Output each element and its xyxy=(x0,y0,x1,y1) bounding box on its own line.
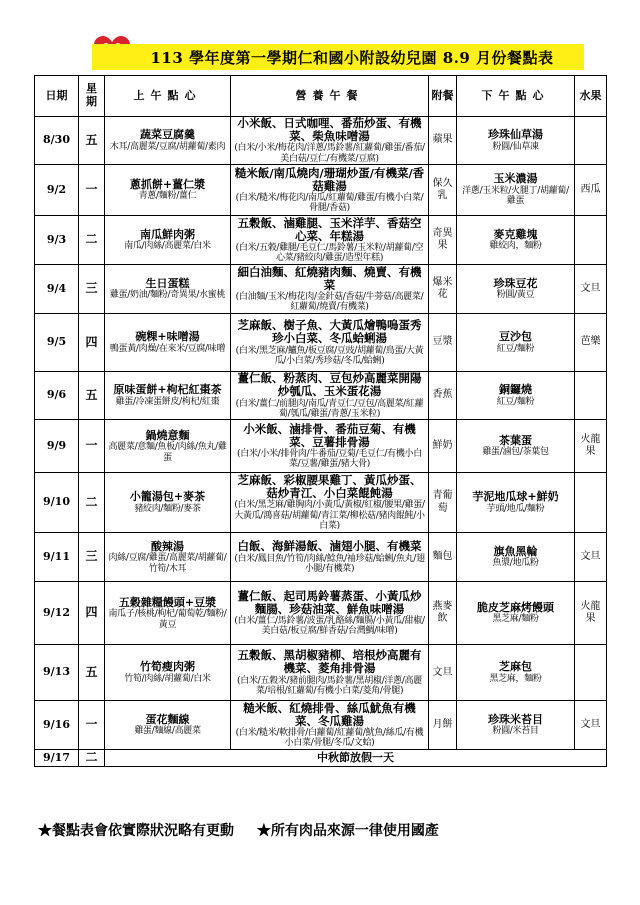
morning-ingredients: 南瓜/肉絲/高麗菜/白米 xyxy=(124,241,211,252)
morning-dish: 五穀雜糧饅頭+豆漿 xyxy=(118,595,217,609)
date-text: 9/6 xyxy=(46,388,67,402)
menu-row xyxy=(35,372,607,420)
date-cell xyxy=(35,216,79,265)
weekday-text: 三 xyxy=(85,281,98,296)
afternoon-ingredients: 洋蔥/玉米粒/火腿丁/胡蘿蔔/雞蛋 xyxy=(462,186,569,207)
fruit-cell xyxy=(575,372,607,420)
afternoon-snack-cell xyxy=(457,533,575,582)
holiday-weekday-cell xyxy=(79,750,105,767)
menu-title-text: 113 學年度第一學期仁和國小附設幼兒園 8.9 月份餐點表 xyxy=(150,48,554,67)
afternoon-snack-cell xyxy=(457,645,575,701)
morning-dish: 蔥抓餅+薑仁漿 xyxy=(129,177,206,191)
side-cell xyxy=(429,372,457,420)
morning-snack-cell xyxy=(105,645,231,701)
weekday-cell xyxy=(79,265,105,314)
side-text: 保久乳 xyxy=(432,177,453,202)
lunch-cell xyxy=(231,582,429,645)
date-cell xyxy=(35,165,79,216)
afternoon-ingredients: 魚漿/地瓜粉 xyxy=(492,558,539,569)
lunch-cell xyxy=(231,117,429,165)
weekday-cell xyxy=(79,473,105,533)
lunch-ingredients: (白米/薑仁/前腿肉/南瓜/青豆仁/豆包/高麗菜/紅蘿蔔/瓠瓜/雞蛋/青蔥/玉米粒) xyxy=(235,398,424,419)
side-text: 青葡萄 xyxy=(432,490,453,514)
afternoon-ingredients: 紅豆/麵粉 xyxy=(496,343,535,354)
header-row xyxy=(35,76,607,117)
date-cell xyxy=(35,117,79,165)
side-text: 奇異果 xyxy=(432,227,453,252)
morning-ingredients: 竹筍/肉絲/胡蘿蔔/白米 xyxy=(124,673,211,684)
lunch-ingredients: (白油麵/玉米/梅花肉/金針菇/香菇/牛蒡菇/高麗菜/紅蘿蔔/燒賣/有機菜) xyxy=(235,292,424,313)
header-lunch: 營養午餐 xyxy=(231,76,429,117)
lunch-dishes: 小米飯、日式咖哩、番茄炒蛋、有機菜、柴魚味噌湯 xyxy=(237,116,422,144)
afternoon-ingredients: 雞絞肉，麵粉 xyxy=(489,241,542,252)
fruit-cell xyxy=(575,533,607,582)
fruit-text: 文旦 xyxy=(580,719,601,730)
lunch-ingredients: (白米/黑芝麻/鱸魚/板豆腐/豆豉/胡蘿蔔/鳥蛋/大黃瓜/小白菜/秀珍菇/冬瓜/蛤蜊) xyxy=(235,345,424,366)
morning-dish: 生日蛋糕 xyxy=(145,276,190,290)
weekday-text: 五 xyxy=(85,387,98,402)
morning-snack-cell xyxy=(105,216,231,265)
side-cell xyxy=(429,165,457,216)
weekday-cell xyxy=(79,216,105,265)
lunch-dishes: 糙米飯、紅燒排骨、絲瓜魷魚有機菜、冬瓜雞湯 xyxy=(243,700,416,728)
morning-ingredients: 木耳/高麗菜/豆腐/胡蘿蔔/素肉 xyxy=(109,141,226,152)
morning-dish: 南瓜鮮肉粥 xyxy=(140,227,195,241)
afternoon-dish: 玉米濃湯 xyxy=(493,172,538,186)
lunch-dishes: 芝麻飯、樹子魚、大黃瓜燴鴨嗚蛋秀珍小白菜、冬瓜蛤蜊湯 xyxy=(237,318,422,346)
morning-ingredients: 雞蛋/奶油/麵粉/奇異果/水蜜桃 xyxy=(109,290,226,301)
fruit-text: 火龍果 xyxy=(580,433,601,458)
lunch-ingredients: (白米/小米/梅花肉/洋蔥/馬鈴薯/紅蘿蔔/雞蛋/番茄/美白菇/豆仁/有機菜/豆腐) xyxy=(234,143,425,164)
lunch-ingredients: (白米/糙米/梅花肉/南瓜/紅蘿蔔/雞蛋/有機小白菜/骨腿/香菇) xyxy=(235,193,424,214)
menu-row xyxy=(35,216,607,265)
afternoon-dish: 銅鑼燒 xyxy=(499,383,532,397)
weekday-text: 一 xyxy=(85,182,98,197)
lunch-ingredients: (白米/黑芝麻/雞胸肉/小黃瓜/黃椒/紅椒/腰果/雞蛋/大黃瓜/鴻喜菇/胡蘿蔔/青江菜/柳松菇/豬肉餛飩/小白菜) xyxy=(234,500,425,532)
lunch-ingredients: (白米/糙米/軟排骨/白蘿蔔/紅蘿蔔/魷魚/絲瓜/有機小白菜/骨腿/冬瓜/文蛤) xyxy=(235,728,424,749)
lunch-cell xyxy=(231,533,429,582)
weekday-text: 五 xyxy=(85,664,98,679)
afternoon-snack-cell xyxy=(457,314,575,372)
lunch-ingredients: (白米/五穀/雞腿/毛豆仁/馬鈴薯/玉米粒/胡蘿蔔/空心菜/豬絞肉/雞蛋/造型年糕) xyxy=(235,243,424,264)
fruit-text: 文旦 xyxy=(580,551,601,562)
header-afternoon-snack: 下午點心 xyxy=(457,76,575,117)
morning-ingredients: 南瓜子/核桃/枸杞/葡萄乾/麵粉/黃豆 xyxy=(108,609,227,630)
side-cell xyxy=(429,314,457,372)
date-cell xyxy=(35,372,79,420)
date-cell xyxy=(35,645,79,701)
weekday-cell xyxy=(79,701,105,750)
date-text: 9/11 xyxy=(43,549,70,563)
morning-snack-cell xyxy=(105,533,231,582)
afternoon-dish: 茶葉蛋 xyxy=(499,433,532,447)
afternoon-snack-cell xyxy=(457,165,575,216)
menu-row xyxy=(35,117,607,165)
side-cell xyxy=(429,533,457,582)
menu-row xyxy=(35,473,607,533)
holiday-date: 9/17 xyxy=(43,750,70,764)
lunch-cell xyxy=(231,165,429,216)
afternoon-ingredients: 雞蛋/滷包/茶葉包 xyxy=(482,447,549,458)
lunch-dishes: 白飯、海鮮湯飯、滷翅小腿、有機菜 xyxy=(237,539,422,554)
footer-notes xyxy=(38,820,457,840)
afternoon-ingredients: 粉圓/仙草凍 xyxy=(492,141,539,152)
date-text: 9/10 xyxy=(43,495,70,509)
afternoon-ingredients: 黑芝麻/麵粉 xyxy=(492,614,539,625)
side-text: 麵包 xyxy=(432,551,453,562)
morning-dish: 酸辣湯 xyxy=(151,539,184,553)
afternoon-snack-cell xyxy=(457,420,575,473)
lunch-ingredients: (白米/鳳目魚/竹筍/肉絲/鯰魚/袖珍菇/蛤蜊/魚丸/翅小腿/有機菜) xyxy=(234,553,425,574)
holiday-weekday: 二 xyxy=(85,750,98,765)
lunch-ingredients: (白米/薑仁/馬鈴薯/波蛋/乳酪絲/麵腸/小黃瓜/甜椒/美白菇/板豆腐/鮮香菇/台灣鯛/味噌) xyxy=(234,616,425,637)
morning-snack-cell xyxy=(105,265,231,314)
fruit-cell xyxy=(575,473,607,533)
menu-row xyxy=(35,582,607,645)
date-text: 9/9 xyxy=(46,438,67,452)
fruit-cell xyxy=(575,645,607,701)
fruit-cell xyxy=(575,117,607,165)
fruit-text: 芭樂 xyxy=(580,336,601,348)
fruit-cell xyxy=(575,216,607,265)
morning-dish: 蛋花麵線 xyxy=(145,712,190,726)
lunch-cell xyxy=(231,701,429,750)
morning-snack-cell xyxy=(105,420,231,473)
lunch-cell xyxy=(231,265,429,314)
header-date: 日期 xyxy=(35,76,79,117)
menu-row xyxy=(35,533,607,582)
fruit-cell xyxy=(575,420,607,473)
menu-row xyxy=(35,265,607,314)
side-cell xyxy=(429,265,457,314)
lunch-cell xyxy=(231,420,429,473)
afternoon-ingredients: 粉圓/黃豆 xyxy=(496,290,535,301)
weekday-text: 一 xyxy=(85,717,98,732)
menu-row xyxy=(35,645,607,701)
fruit-cell xyxy=(575,701,607,750)
morning-snack-cell xyxy=(105,165,231,216)
lunch-dishes: 五穀飯、黑胡椒豬柳、培根炒高麗有機菜、菱角排骨湯 xyxy=(237,648,422,676)
side-text: 香蕉 xyxy=(432,389,453,401)
lunch-dishes: 薑仁飯、起司馬鈴薯蒸蛋、小黃瓜炒麵腸、珍菇油菜、鮮魚味噌湯 xyxy=(237,588,422,616)
morning-dish: 小籠湯包+麥茶 xyxy=(129,490,206,504)
afternoon-dish: 芋泥地瓜球+鮮奶 xyxy=(472,490,559,504)
side-text: 文旦 xyxy=(432,666,453,678)
meal-table xyxy=(34,75,607,767)
weekday-text: 四 xyxy=(85,334,98,349)
afternoon-ingredients: 粉圓/米苔目 xyxy=(492,726,539,737)
lunch-cell xyxy=(231,645,429,701)
afternoon-snack-cell xyxy=(457,117,575,165)
side-cell xyxy=(429,645,457,701)
weekday-cell xyxy=(79,314,105,372)
afternoon-snack-cell xyxy=(457,582,575,645)
lunch-dishes: 五穀飯、滷雞腿、玉米洋芋、香菇空心菜、年糕湯 xyxy=(237,215,422,243)
date-cell xyxy=(35,473,79,533)
date-cell xyxy=(35,701,79,750)
fruit-cell xyxy=(575,165,607,216)
fruit-cell xyxy=(575,265,607,314)
date-text: 9/3 xyxy=(46,232,67,246)
afternoon-dish: 珍珠仙草湯 xyxy=(488,128,543,142)
afternoon-dish: 珍珠米苔目 xyxy=(488,712,543,726)
side-cell xyxy=(429,420,457,473)
date-text: 9/4 xyxy=(46,281,67,295)
afternoon-snack-cell xyxy=(457,701,575,750)
menu-row xyxy=(35,701,607,750)
morning-snack-cell xyxy=(105,314,231,372)
lunch-dishes: 細白油麵、紅燒豬肉麵、燒賣、有機菜 xyxy=(237,264,422,292)
footer-note-meat-origin: ★所有肉品來源一律使用國產 xyxy=(256,823,439,839)
fruit-text: 火龍果 xyxy=(580,600,601,625)
morning-dish: 竹筍瘦肉粥 xyxy=(140,660,195,674)
afternoon-dish: 脆皮芝麻烤饅頭 xyxy=(477,600,554,614)
weekday-text: 二 xyxy=(85,494,98,509)
lunch-dishes: 糙米飯/南瓜燒肉/珊瑚炒蛋/有機菜/香菇雞湯 xyxy=(234,165,425,193)
afternoon-snack-cell xyxy=(457,216,575,265)
morning-dish: 碗粿+味噌湯 xyxy=(135,330,200,344)
weekday-cell xyxy=(79,645,105,701)
weekday-text: 四 xyxy=(85,605,98,620)
lunch-ingredients: (白米/小米/排骨肉/牛番茄/豆菊/毛豆仁/有機小白菜/豆薯/雞蛋/豬大骨) xyxy=(237,449,422,470)
weekday-cell xyxy=(79,533,105,582)
holiday-row xyxy=(35,750,607,767)
weekday-cell xyxy=(79,117,105,165)
side-text: 爆米花 xyxy=(432,276,453,301)
morning-ingredients: 青蔥/麵粉/薑仁 xyxy=(138,191,197,202)
lunch-dishes: 小米飯、滷排骨、番茄豆菊、有機菜、豆薯排骨湯 xyxy=(243,421,416,449)
morning-snack-cell xyxy=(105,701,231,750)
date-cell xyxy=(35,582,79,645)
header-side: 附餐 xyxy=(429,76,457,117)
date-cell xyxy=(35,265,79,314)
morning-ingredients: 豬絞肉/麵粉/麥茶 xyxy=(134,503,201,514)
date-text: 9/12 xyxy=(43,605,70,619)
side-cell xyxy=(429,117,457,165)
morning-snack-cell xyxy=(105,117,231,165)
lunch-cell xyxy=(231,372,429,420)
fruit-text: 文旦 xyxy=(580,282,601,294)
weekday-cell xyxy=(79,165,105,216)
side-text: 燕麥飲 xyxy=(432,600,453,625)
weekday-text: 五 xyxy=(85,132,98,147)
afternoon-dish: 珍珠豆花 xyxy=(493,276,538,290)
afternoon-dish: 旗魚黑輪 xyxy=(493,544,538,558)
date-text: 9/2 xyxy=(46,182,67,196)
menu-body xyxy=(35,117,607,767)
afternoon-snack-cell xyxy=(457,265,575,314)
fruit-text: 西瓜 xyxy=(580,183,601,195)
weekday-text: 三 xyxy=(85,549,98,564)
date-text: 9/16 xyxy=(43,717,70,731)
menu-row xyxy=(35,420,607,473)
morning-dish: 蔬菜豆腐羹 xyxy=(140,128,195,142)
date-text: 8/30 xyxy=(43,133,70,147)
holiday-date-cell xyxy=(35,750,79,767)
menu-title xyxy=(92,44,584,70)
weekday-cell xyxy=(79,372,105,420)
afternoon-dish: 麥克雞塊 xyxy=(493,227,538,241)
weekday-text: 二 xyxy=(85,232,98,247)
morning-ingredients: 肉絲/豆腐/雞蛋/高麗菜/胡蘿蔔/竹筍/木耳 xyxy=(108,553,227,574)
date-cell xyxy=(35,533,79,582)
morning-ingredients: 雞蛋/麵線/高麗菜 xyxy=(134,726,201,737)
header-morning-snack: 上午點心 xyxy=(105,76,231,117)
fruit-cell xyxy=(575,582,607,645)
date-text: 9/13 xyxy=(43,665,70,679)
side-cell xyxy=(429,473,457,533)
afternoon-dish: 芝麻包 xyxy=(499,660,532,674)
lunch-cell xyxy=(231,473,429,533)
holiday-text-cell xyxy=(105,750,607,767)
morning-dish: 鍋燒意麵 xyxy=(145,428,190,442)
date-text: 9/5 xyxy=(46,335,67,349)
date-cell xyxy=(35,420,79,473)
lunch-ingredients: (白米/五穀米/豬前腿肉/馬鈴薯/黑胡椒/洋蔥/高麗菜/培根/紅蘿蔔/有機小白菜/菱角/骨腿) xyxy=(237,675,422,696)
afternoon-snack-cell xyxy=(457,372,575,420)
side-cell xyxy=(429,701,457,750)
footer-note-changes: ★餐點表會依實際狀況略有更動 xyxy=(38,823,234,839)
lunch-dishes: 薑仁飯、粉蒸肉、豆包炒高麗菜開陽炒瓠瓜、玉米蛋花湯 xyxy=(237,371,422,399)
lunch-dishes: 芝麻飯、彩椒腰果雞丁、黃瓜炒蛋、菇炒青江、小白菜餛飩湯 xyxy=(237,473,422,501)
morning-ingredients: 雞蛋/冷凍蛋餅皮/枸杞/紅棗 xyxy=(115,396,220,407)
menu-row xyxy=(35,165,607,216)
morning-snack-cell xyxy=(105,582,231,645)
date-cell xyxy=(35,314,79,372)
side-text: 鮮奶 xyxy=(432,440,453,451)
morning-snack-cell xyxy=(105,473,231,533)
lunch-cell xyxy=(231,314,429,372)
weekday-text: 一 xyxy=(85,438,98,453)
afternoon-ingredients: 黑芝麻，麵粉 xyxy=(489,673,542,684)
morning-dish: 原味蛋餅+枸杞紅棗茶 xyxy=(113,383,222,397)
morning-ingredients: 高麗菜/意麵/魚板/肉絲/魚丸/雞蛋 xyxy=(108,442,227,463)
lunch-cell xyxy=(231,216,429,265)
afternoon-ingredients: 紅豆/麵粉 xyxy=(496,396,535,407)
weekday-cell xyxy=(79,582,105,645)
side-text: 豆漿 xyxy=(432,336,453,348)
weekday-cell xyxy=(79,420,105,473)
side-text: 蘋果 xyxy=(432,134,453,146)
header-weekday: 星期 xyxy=(79,76,105,117)
side-text: 月餅 xyxy=(432,719,453,730)
holiday-text: 中秋節放假一天 xyxy=(317,750,394,764)
fruit-cell xyxy=(575,314,607,372)
afternoon-dish: 豆沙包 xyxy=(499,330,532,344)
menu-row xyxy=(35,314,607,372)
morning-snack-cell xyxy=(105,372,231,420)
side-cell xyxy=(429,582,457,645)
morning-ingredients: 鴨蛋黃/肉燥/在來米/豆腐/味噌 xyxy=(109,343,226,354)
afternoon-snack-cell xyxy=(457,473,575,533)
header-fruit: 水果 xyxy=(575,76,607,117)
afternoon-ingredients: 芋頭/地瓜/麵粉 xyxy=(486,503,545,514)
side-cell xyxy=(429,216,457,265)
